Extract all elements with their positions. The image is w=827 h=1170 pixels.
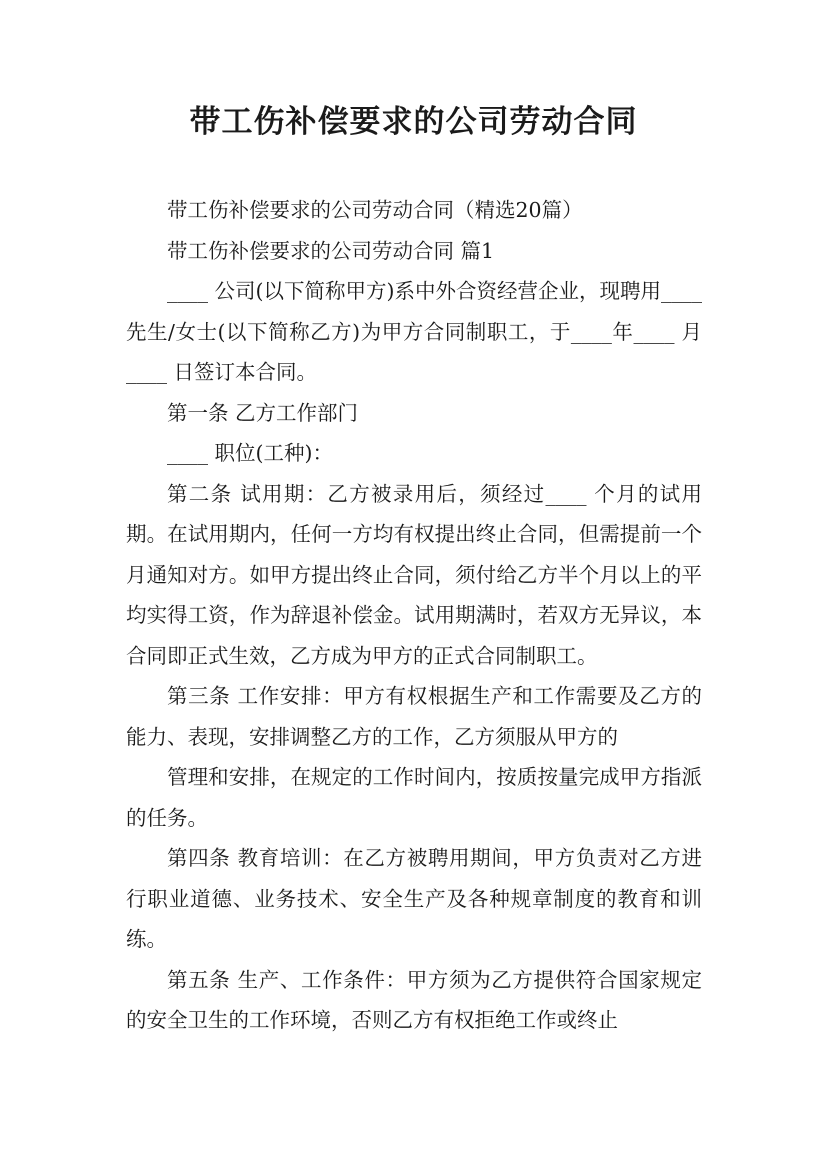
- paragraph-section-heading: 带工伤补偿要求的公司劳动合同 篇1: [167, 238, 495, 263]
- paragraph-article-5: 第五条 生产、工作条件：甲方须为乙方提供符合国家规定的安全卫生的工作环境，否则乙方有权拒绝工作或终止: [126, 967, 702, 1032]
- document-body: [126, 190, 702, 1041]
- paragraph-subtitle: 带工伤补偿要求的公司劳动合同（精选20篇）: [167, 198, 583, 222]
- document-title: 带工伤补偿要求的公司劳动合同: [189, 104, 638, 140]
- paragraph-intro: ____ 公司(以下简称甲方)系中外合资经营企业，现聘用____ 先生/女士(以下简称乙方)为甲方合同制职工，于____年____ 月____ 日签订本合同。: [126, 279, 703, 384]
- paragraph-article-3-cont: 管理和安排，在规定的工作时间内，按质按量完成甲方指派的任务。: [126, 765, 702, 830]
- paragraph-article-1: 第一条 乙方工作部门: [167, 400, 359, 425]
- paragraph-article-4: 第四条 教育培训：在乙方被聘用期间，甲方负责对乙方进行职业道德、业务技术、安全生产及各种规章制度的教育和训练。: [126, 846, 702, 951]
- paragraph-article-3: 第三条 工作安排：甲方有权根据生产和工作需要及乙方的能力、表现，安排调整乙方的工作，乙方须服从甲方的: [126, 684, 702, 749]
- paragraph-article-2: 第二条 试用期：乙方被录用后，须经过____ 个月的试用期。在试用期内，任何一方均有权提出终止合同，但需提前一个月通知对方。如甲方提出终止合同，须付给乙方半个月以上的平均实得工资，作为辞退补偿金。试用期满时，若双方无异议，本合同即正式生效，乙方成为甲方的正式合同制职工。: [126, 481, 702, 668]
- paragraph-position: ____ 职位(工种)：: [167, 441, 334, 465]
